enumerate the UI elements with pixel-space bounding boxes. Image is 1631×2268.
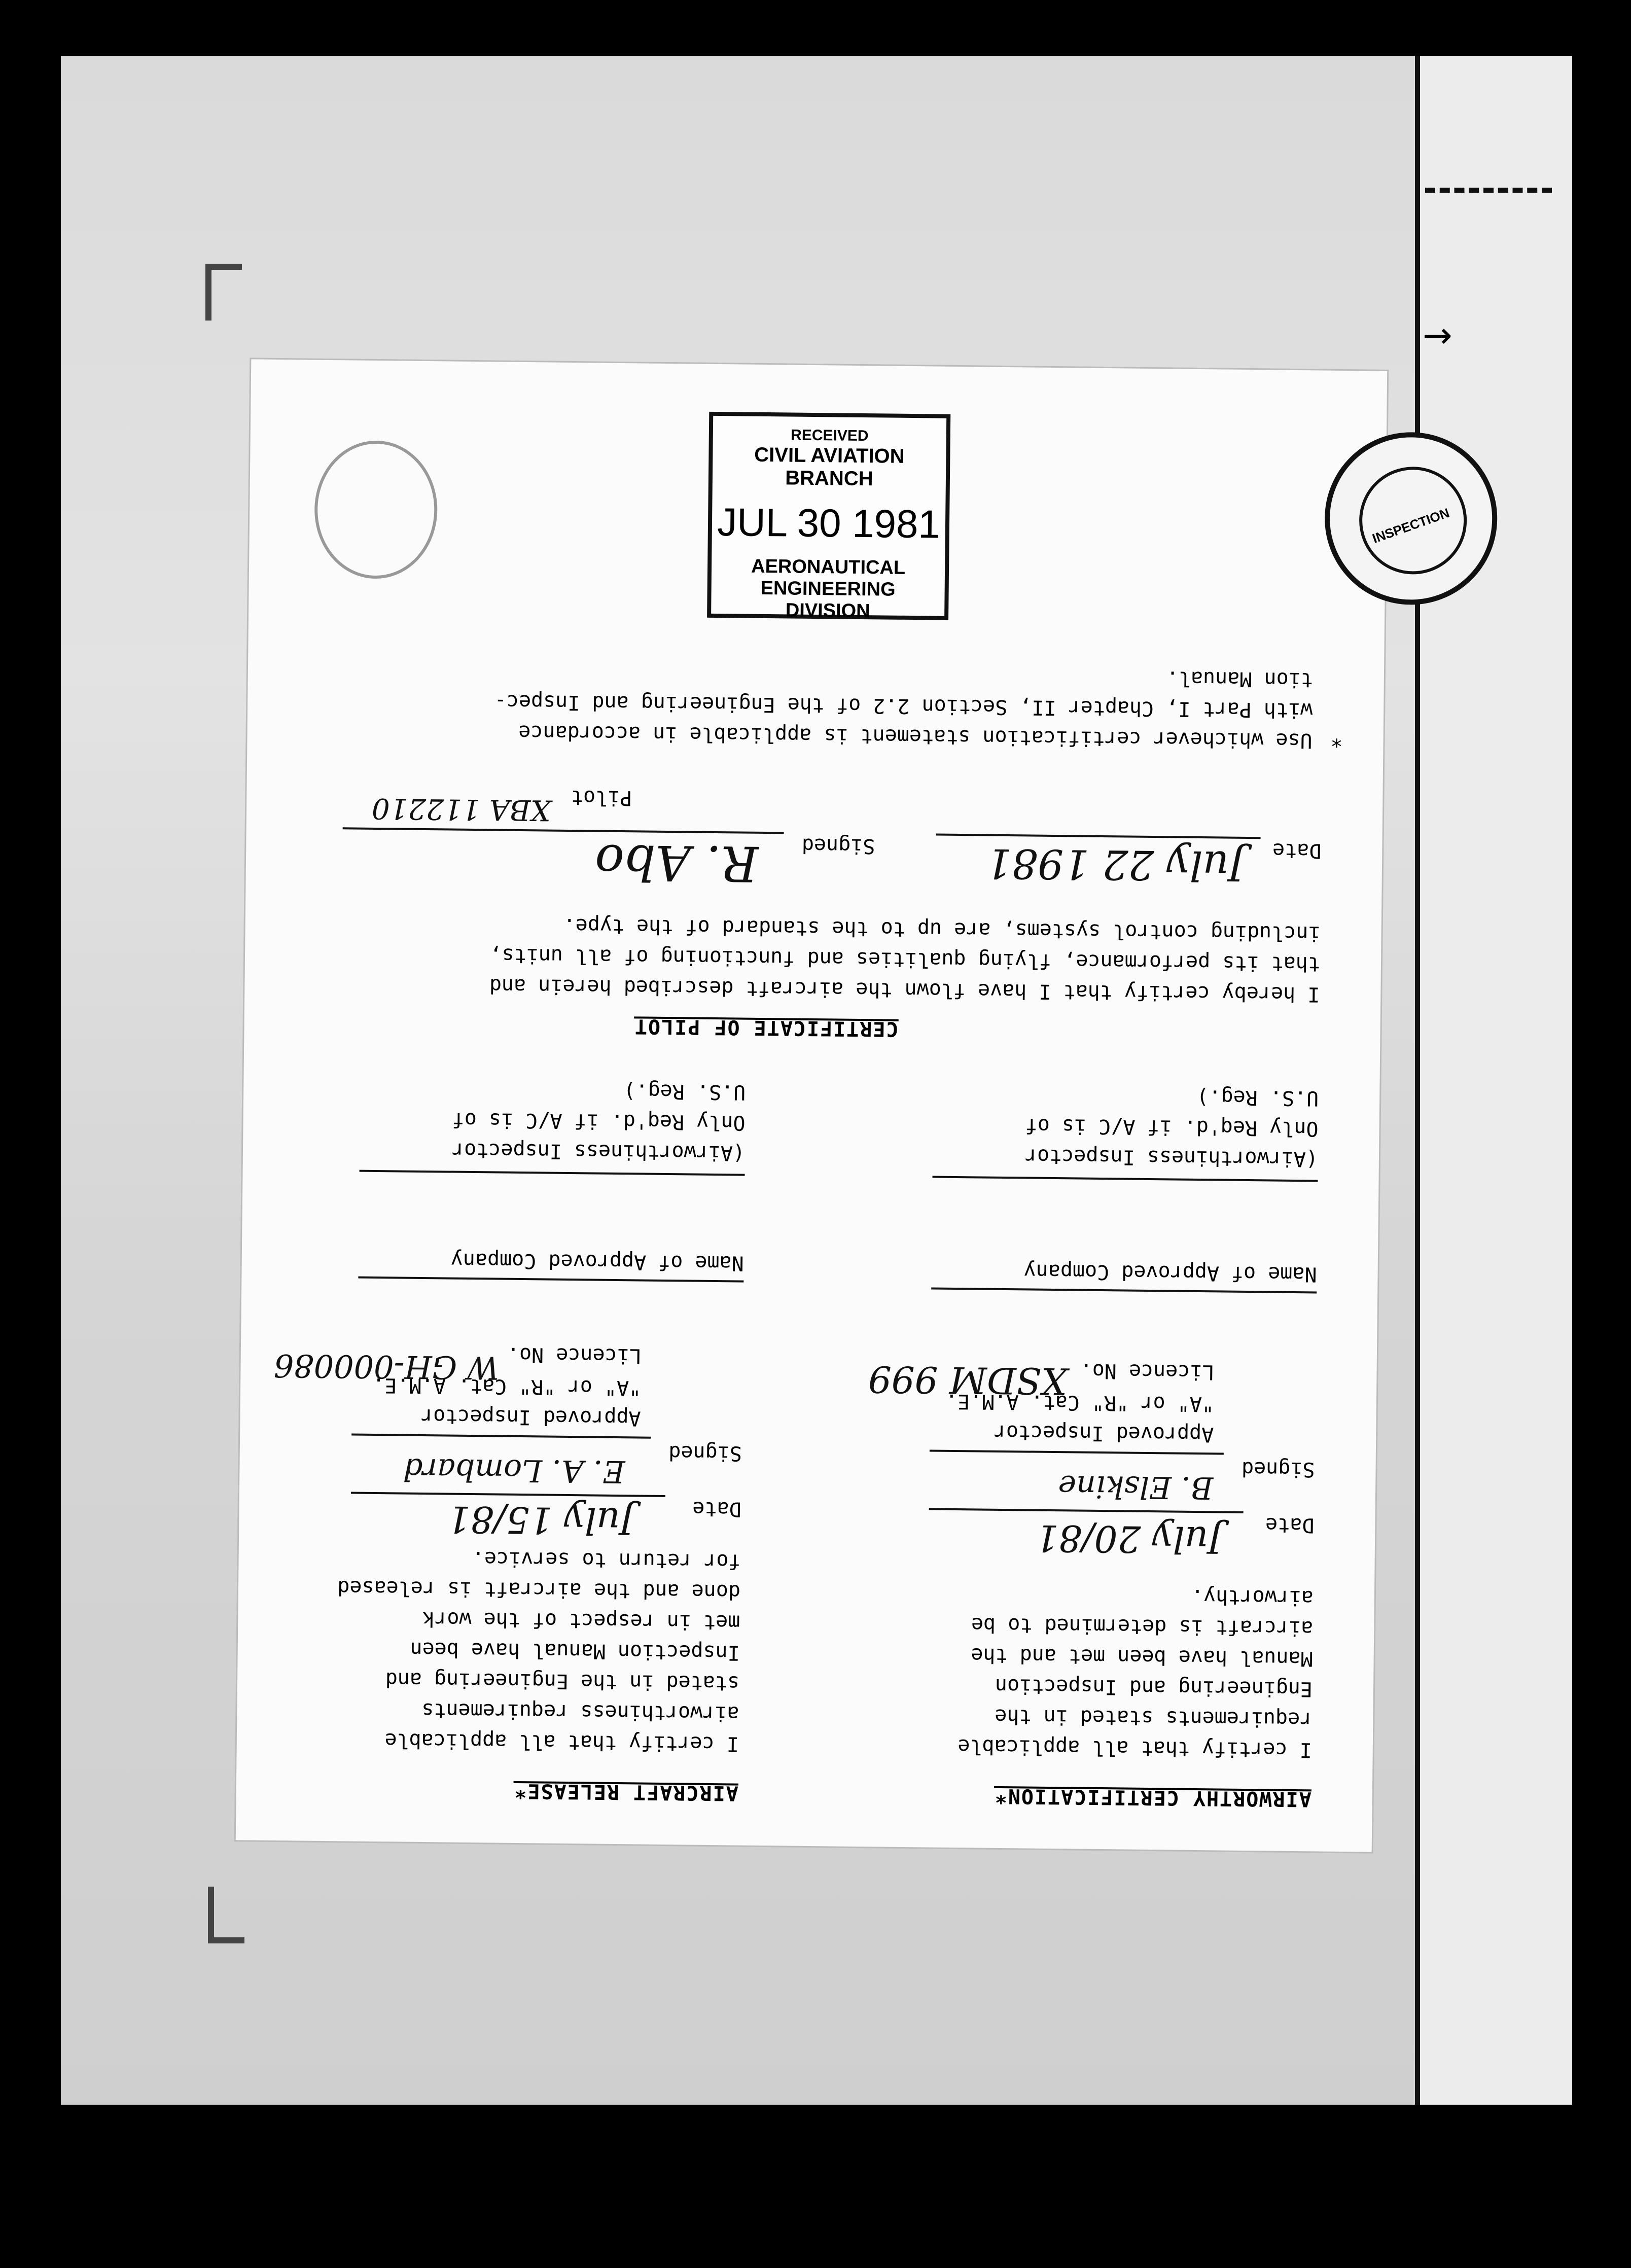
airworthy-licence-number: XSDM 999	[868, 1358, 1068, 1403]
release-inspector-note: (Airworthiness Inspector Only Req'd. if A/C is of U.S. Reg.)	[451, 1079, 746, 1165]
adjacent-page-strip	[1415, 56, 1572, 2105]
crop-corner-mark-bottom	[208, 1887, 244, 1943]
pilot-signature: R. Abo	[594, 833, 759, 892]
airworthy-company-label: Name of Approved Company	[1023, 1259, 1317, 1286]
pilot-label: Pilot	[571, 786, 632, 810]
arrow-mark: →	[1423, 314, 1452, 356]
pilot-certificate-heading: CERTIFICATE OF PILOT	[633, 1014, 899, 1041]
release-date-line	[351, 1492, 665, 1497]
pilot-date-handwritten: July 22 1981	[985, 839, 1246, 890]
pilot-date-label: Date	[1272, 838, 1322, 863]
certification-form-sheet	[236, 359, 1451, 1852]
airworthy-certification-heading: AIRWORTHY CERTIFICATION*	[994, 1784, 1311, 1811]
airworthy-date-label: Date	[1265, 1513, 1315, 1537]
pilot-date-line	[936, 834, 1261, 839]
airworthy-certification-text: I certify that all applicable requirements stated in the Engineering and Inspection Manual have been met and the aircraft is determined to be airworthy.	[958, 1584, 1314, 1762]
release-signed-line	[351, 1434, 651, 1439]
airworthy-date-line	[929, 1508, 1244, 1513]
airworthy-signed-line	[930, 1449, 1224, 1455]
stamp-division-word: DIVISION	[785, 599, 870, 622]
release-date-label: Date	[692, 1497, 741, 1521]
release-inspector-line	[360, 1170, 745, 1176]
crop-corner-mark-top	[205, 264, 242, 321]
civil-aviation-received-stamp	[707, 412, 950, 620]
airworthy-date-handwritten: July 20/81	[1035, 1516, 1223, 1562]
release-date-handwritten: July 15/81	[447, 1498, 635, 1543]
airworthy-licence-label: Licence No.	[1080, 1359, 1215, 1384]
footnote-marker: *	[1330, 727, 1343, 751]
pilot-signed-label: Signed	[801, 833, 875, 858]
release-signature: E. A. Lombard	[403, 1451, 625, 1490]
aircraft-release-heading: AIRCRAFT RELEASE*	[513, 1779, 739, 1805]
airworthy-signature: B. Elskine	[1058, 1468, 1214, 1506]
airworthy-inspector-line	[933, 1176, 1318, 1182]
airworthy-company-line	[931, 1287, 1317, 1293]
release-licence-number: W GH-000086	[273, 1346, 500, 1387]
stamp-branch-line: CIVIL AVIATION BRANCH	[754, 443, 905, 490]
footnote-text: Use whichever certification statement is applicable in accordance with Part I, Chapter II, Section 2.2 of the Engineering and Inspec- tion Manual.	[494, 666, 1314, 753]
airworthy-signer-title: Approved Inspector "A" or "R" Cat. A.M.E.	[945, 1389, 1215, 1446]
inspection-round-stamp: INSPECTION	[1324, 432, 1498, 606]
airworthy-inspector-note: (Airworthiness Inspector Only Req'd. if A/C is of U.S. Reg.)	[1024, 1085, 1319, 1171]
stamp-received-line: RECEIVED	[790, 427, 869, 445]
release-licence-label: Licence No.	[507, 1342, 642, 1368]
faint-round-stamp	[314, 440, 438, 580]
pilot-signed-line	[343, 827, 784, 834]
pilot-certificate-text: I hereby certify that I have flown the aircraft described herein and that its performance, flying qualities and functioning of all units, including control systems, are up to the standard of the type.	[489, 913, 1321, 1006]
release-signer-title: Approved Inspector "A" or "R" Cat. A.M.E.	[372, 1373, 642, 1430]
stamp-date: JUL 30 1981	[717, 499, 941, 547]
release-signed-label: Signed	[668, 1441, 742, 1465]
release-company-line	[358, 1277, 743, 1283]
aircraft-release-text: I certify that all applicable airworthiness requirements stated in the Engineering and Inspection Manual have been met in respect of the work done and the aircraft is released for return to service.	[337, 1547, 741, 1756]
stamp-division-line: AERONAUTICAL ENGINEERING	[751, 555, 906, 600]
dashed-edge-mark	[1425, 188, 1552, 193]
release-company-label: Name of Approved Company	[450, 1248, 744, 1275]
pilot-licence-number: XBA 112210	[371, 791, 551, 827]
airworthy-signed-label: Signed	[1241, 1457, 1315, 1481]
